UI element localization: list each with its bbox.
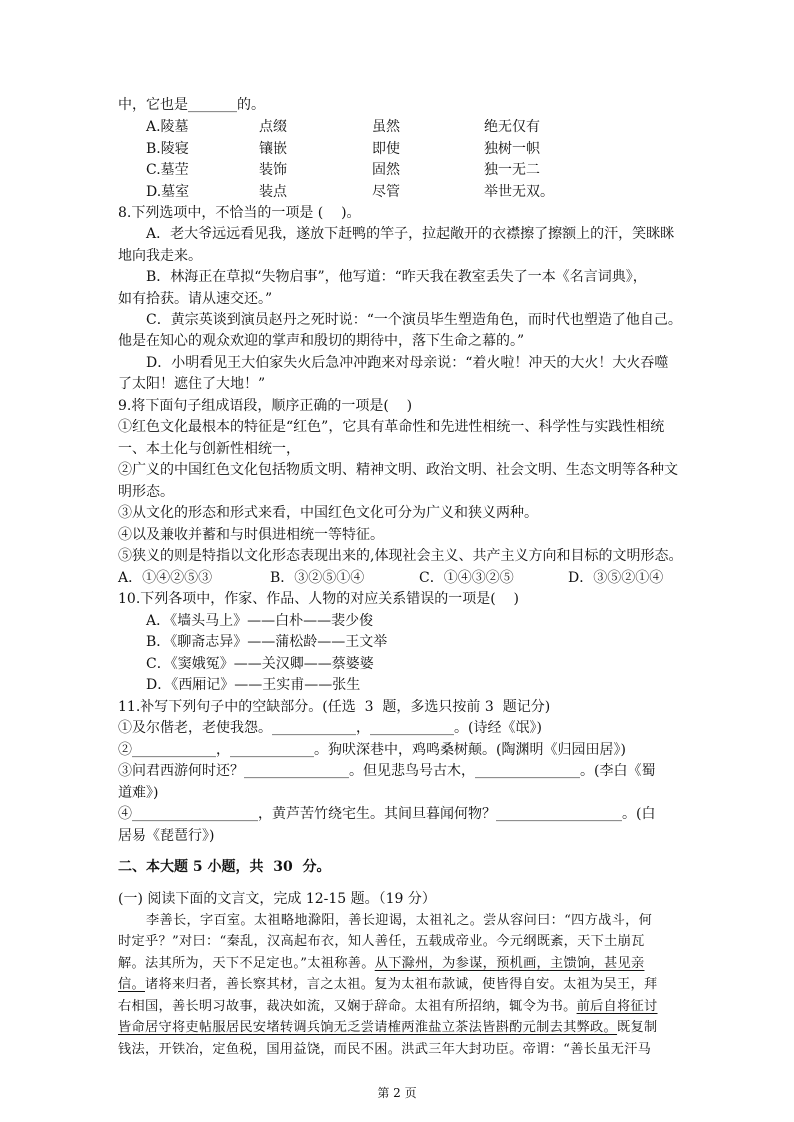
passage-line-6 (118, 1018, 658, 1038)
passage-line-3-text: 解。法其所为，天下不足定也。”太祖称善。 (118, 956, 375, 971)
passage-underlined-1: 从下滁州，为参谋，预机画，主馈饷，甚见亲 (374, 956, 645, 971)
q10-stem: 10.下列各项中，作家、作品、人物的对应关系错误的一项是( ) (118, 591, 519, 607)
q7-option-c-3: 固然 (372, 162, 400, 178)
q7-option-b-3: 即使 (372, 141, 400, 157)
q8-option-b-cont: 如有拾获。请从速交还。” (118, 291, 273, 307)
passage-line-5-text: 右相国，善长明习故事，裁决如流，又娴于辞命。太祖有所招纳，辄令为书。 (118, 999, 577, 1014)
passage-underlined-2-cont: 皆命居守将吏帖服居民安堵转调兵饷无乏尝请榷两淮盐立茶法皆斟酌元制去其弊政。 (118, 1020, 618, 1035)
q10-option-c: C．《窦娥冤》——关汉卿——蔡婆婆 (146, 656, 374, 672)
passage-line-4 (118, 975, 658, 995)
passage-line-5 (118, 997, 658, 1017)
q11-item-2: ②____________，____________。狗吠深巷中，鸡鸣桑树颠。(陶渊明《归园田居》) (118, 742, 626, 758)
q7-option-a-2: 点缀 (259, 119, 287, 135)
passage-line-3 (118, 954, 644, 974)
q8-option-d-cont: 了太阳！遮住了大地！” (118, 376, 266, 392)
q10-option-d: D．《西厢记》——王实甫——张生 (146, 677, 361, 693)
q8-option-a: A．老大爷远远看见我，遂放下赶鸭的竿子，拉起敞开的衣襟擦了擦额上的汗，笑眯眯 (146, 226, 675, 242)
q7-option-b-1: B.陵寝 (146, 141, 189, 157)
q11-item-1: ①及尔偕老，老使我怨。____________，____________。(诗经《氓》) (118, 720, 542, 736)
q9-sentence-3: ③从文化的形态和形式来看，中国红色文化可分为广义和狭义两种。 (118, 505, 538, 521)
passage-underlined-1-end: 信。 (118, 977, 145, 992)
q7-option-a-1: A.陵墓 (146, 119, 189, 135)
q8-option-c-cont: 他是在知心的观众欢迎的掌声和殷切的期待中，落下生命之幕的。” (118, 333, 525, 349)
q7-option-b-2: 镶嵌 (259, 141, 287, 157)
q7-stem-tail: 中，它也是_______的。 (118, 97, 265, 113)
q11-stem: 11.补写下列句子中的空缺部分。(任选 3 题，多选只按前 3 题记分) (118, 699, 551, 715)
q8-option-c: C．黄宗英谈到演员赵丹之死时说：“一个演员毕生塑造角色，而时代也塑造了他自己。 (146, 312, 682, 328)
q7-option-a-4: 绝无仅有 (484, 119, 540, 135)
passage-line-7: 钱法，开铁冶，定鱼税，国用益饶，而民不困。洪武三年大封功臣。帝谓：“善长虽无汗马 (118, 1042, 652, 1057)
q7-option-d-2: 装点 (259, 184, 287, 200)
q7-option-a-3: 虽然 (372, 119, 400, 135)
q11-item-3-cont: 道难》) (118, 785, 159, 801)
passage-line-2: 时定乎？”对曰：“秦乱，汉高起布衣，知人善任，五载成帝业。今元纲既紊，天下土崩瓦 (118, 934, 645, 949)
q9-option-d: D．③⑤②①④ (568, 570, 664, 586)
q9-sentence-4: ④以及兼收并蓄和与时俱进相统一等特征。 (118, 527, 384, 543)
q9-sentence-1-cont: 一、本土化与创新性相统一， (118, 441, 300, 457)
q10-option-b: B．《聊斋志异》——蒲松龄——王文举 (146, 634, 388, 650)
q10-option-a: A．《墙头马上》——白朴——裴少俊 (146, 613, 374, 629)
q9-option-a: A．①④②⑤③ (118, 570, 213, 586)
q9-sentence-5: ⑤狭义的则是特指以文化形态表现出来的,体现社会主义、共产主义方向和目标的文明形态。 (118, 548, 683, 564)
q8-option-b: B．林海正在草拟“失物启事”，他写道：“昨天我在教室丢失了一本《名言词典》， (146, 269, 647, 285)
q9-sentence-2: ②广义的中国红色文化包括物质文明、精神文明、政治文明、社会文明、生态文明等各种文 (118, 462, 678, 478)
q11-item-4-cont: 居易《琵琶行》) (118, 828, 215, 844)
q7-option-c-1: C.墓茔 (146, 162, 189, 178)
passage-line-1: 李善长，字百室。太祖略地滁阳，善长迎谒，太祖礼之。尝从容问曰：“四方战斗，何 (146, 913, 653, 928)
page-number: 第 2 页 (377, 1086, 417, 1100)
q7-option-d-4: 举世无双。 (484, 184, 554, 200)
q8-option-d: D．小明看见王大伯家失火后急冲冲跑来对母亲说：“着火啦！冲天的大火！大火吞噬 (146, 355, 669, 371)
passage-underlined-2: 前后自将征讨 (576, 999, 658, 1014)
reading-intro: (一) 阅读下面的文言文，完成 12-15 题。（19 分） (118, 891, 436, 907)
q7-option-c-4: 独一无二 (484, 162, 540, 178)
q7-option-b-4: 独树一帜 (484, 141, 540, 157)
q11-item-4: ④__________________，黄芦苦竹绕宅生。其间旦暮闻何物？__________________。(白 (118, 806, 656, 822)
q7-option-d-3: 尽管 (372, 184, 400, 200)
q9-sentence-1: ①红色文化最根本的特征是“红色”，它具有革命性和先进性相统一、科学性与实践性相统 (118, 419, 665, 435)
q7-option-d-1: D.墓室 (146, 184, 190, 200)
passage-line-4-text: 诸将来归者，善长察其材，言之太祖。复为太祖布款诚，使皆得自安。太祖为吴王，拜 (144, 977, 658, 992)
q9-option-b: B．③②⑤①④ (270, 570, 365, 586)
q9-option-c: C．①④③②⑤ (419, 570, 514, 586)
section-heading: 二、本大题 5 小题，共 30 分。 (118, 859, 331, 875)
q9-sentence-2-cont: 明形态。 (118, 484, 174, 500)
q8-stem: 8.下列选项中，不恰当的一项是 ( )。 (118, 205, 361, 221)
passage-line-6-text: 既复制 (617, 1020, 658, 1035)
q7-option-c-2: 装饰 (259, 162, 287, 178)
q8-option-a-cont: 地向我走来。 (118, 248, 202, 264)
q9-stem: 9.将下面句子组成语段，顺序正确的一项是( ) (118, 398, 413, 414)
q11-item-3: ③问君西游何时还？_______________。但见悲鸟号古木，_______________。(李白《蜀 (118, 763, 656, 779)
